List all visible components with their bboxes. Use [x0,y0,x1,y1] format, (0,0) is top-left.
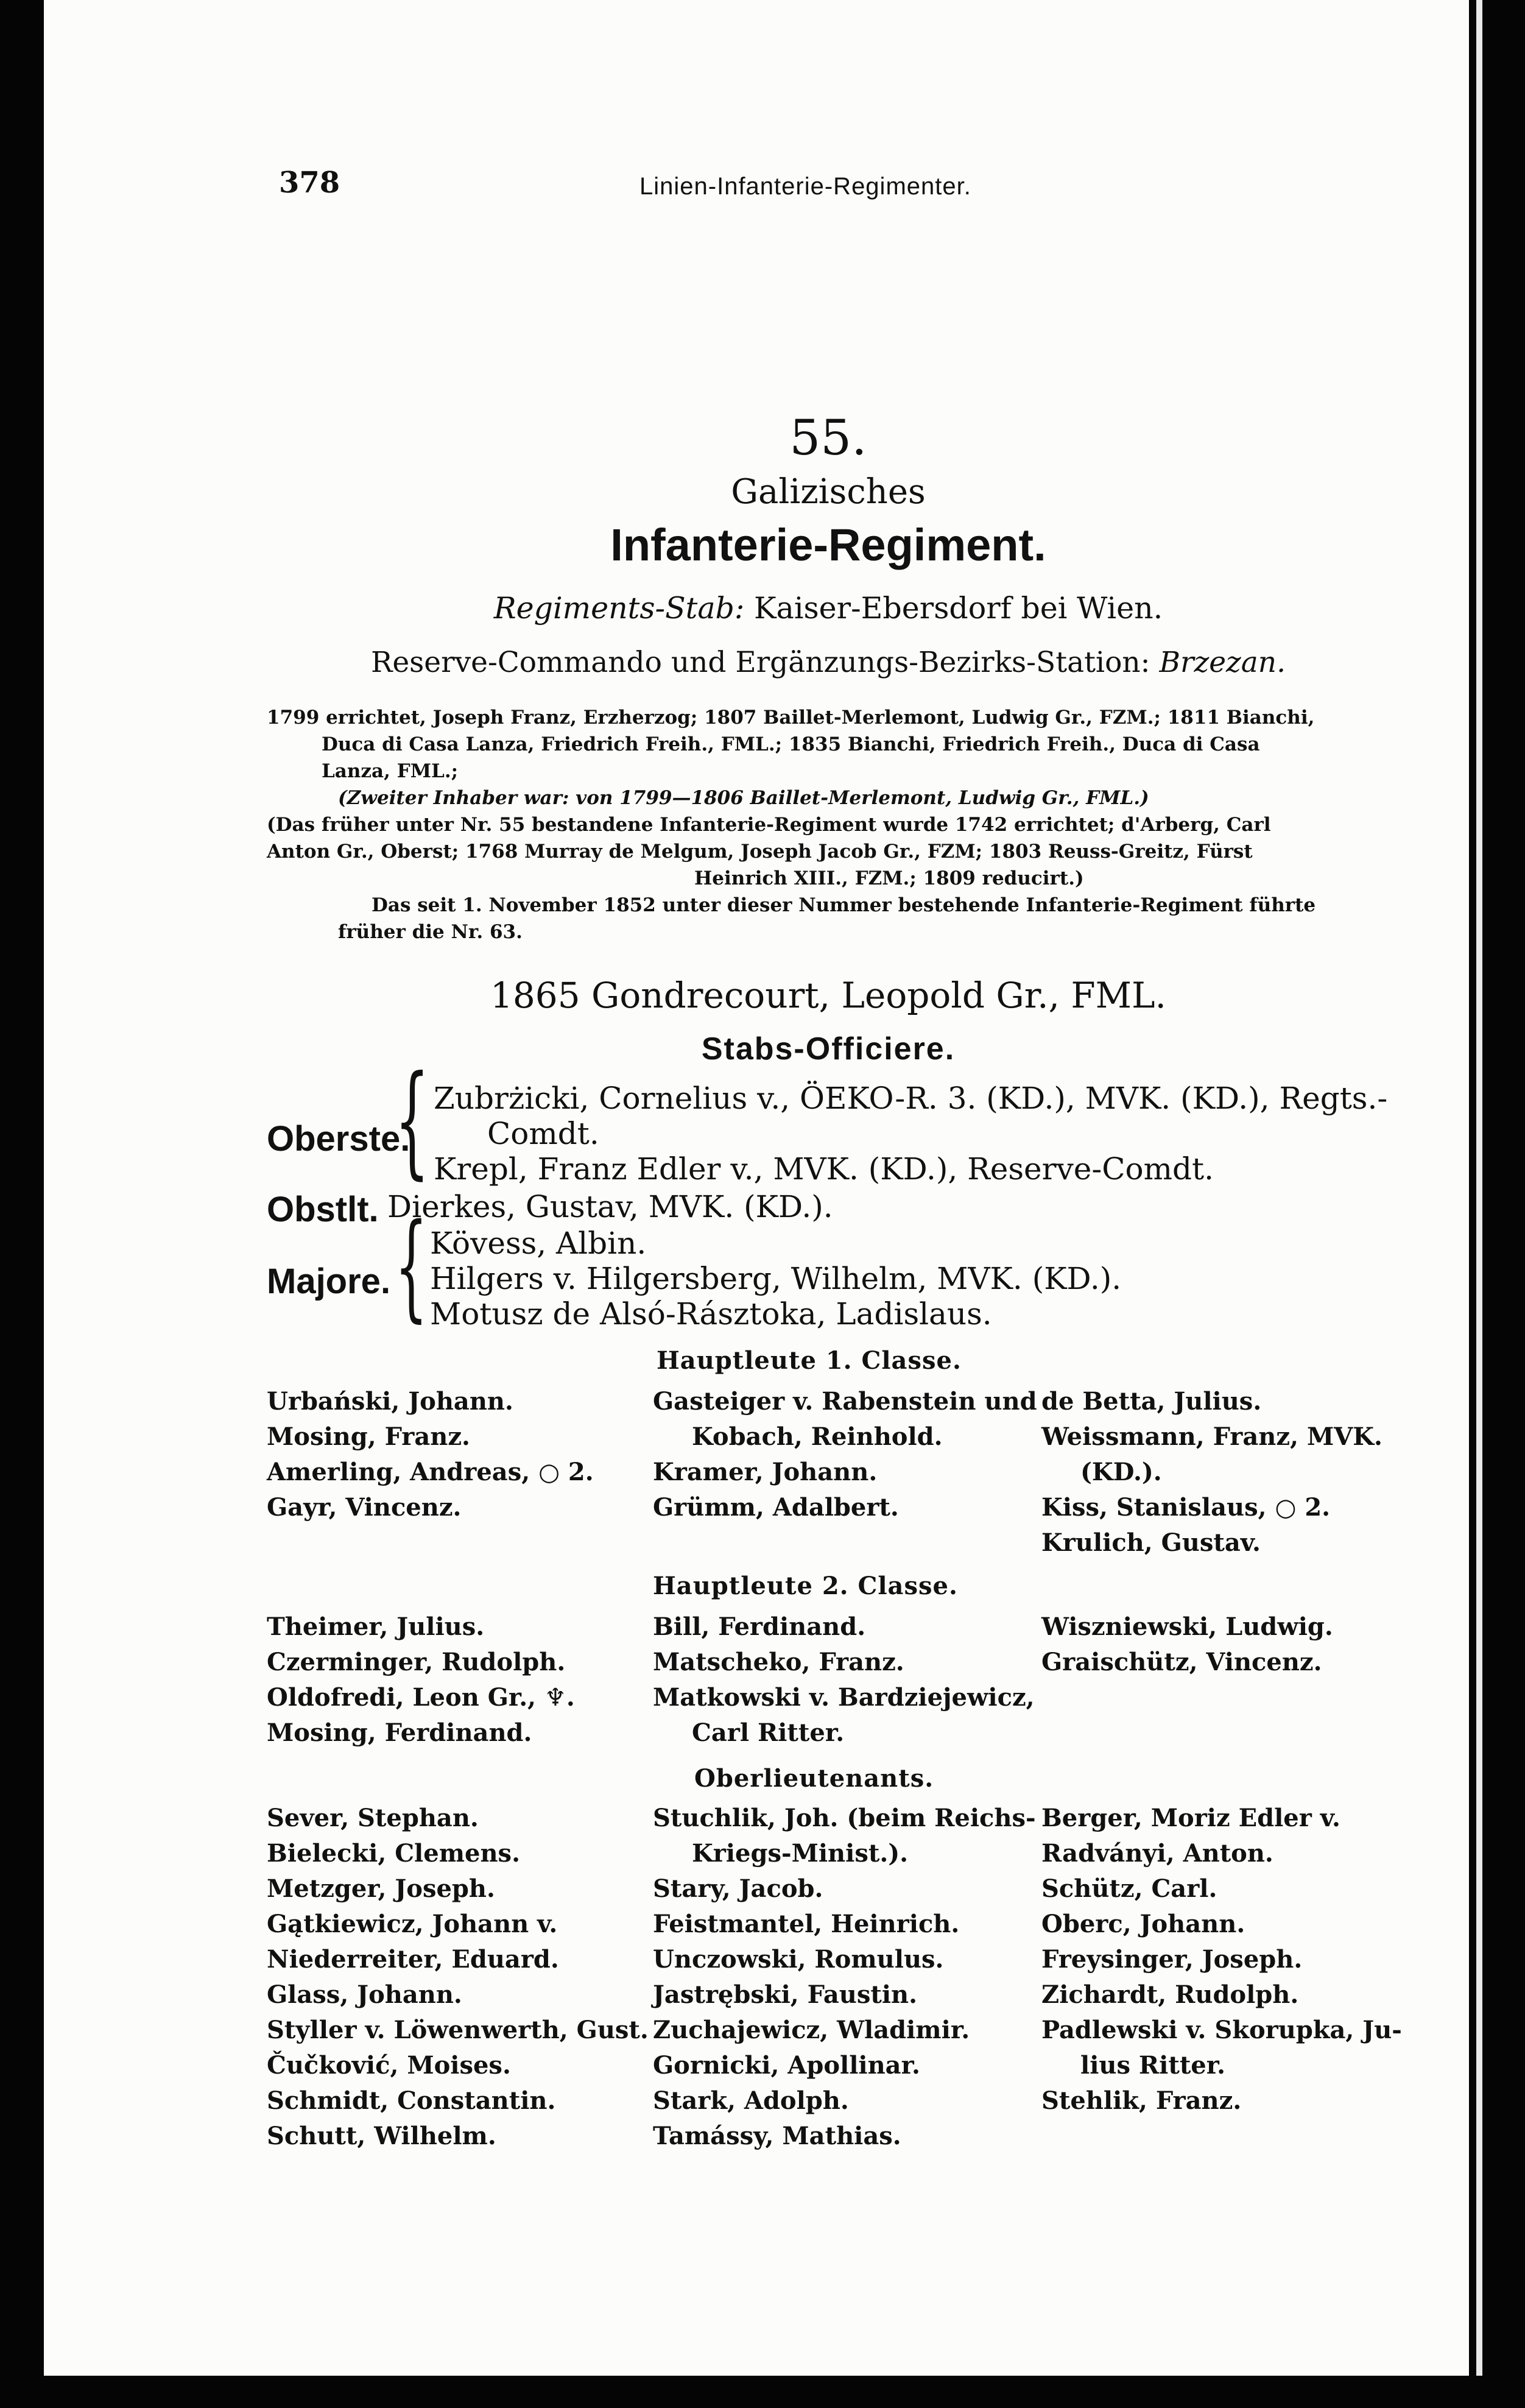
oberlieutenants-column-2 [653,1801,1036,2154]
oberlieutenants-column-1 [267,1801,649,2154]
staff-location: Kaiser-Ebersdorf bei Wien. [754,591,1163,626]
list-item: Schmidt, Constantin. [267,2086,556,2115]
scan-border-strip [1476,0,1482,2408]
regiment-nationality: Galizisches [731,472,926,512]
staff-entry: Hilgers v. Hilgersberg, Wilhelm, MVK. (KD.). [430,1261,1122,1296]
list-item: Bill, Ferdinand. [653,1612,866,1641]
history-line: früher die Nr. 63. [338,921,523,943]
section-heading-oberlieutenants: Oberlieutenants. [694,1764,934,1793]
list-item: Matscheko, Franz. [653,1648,904,1676]
list-item: Styller v. Löwenwerth, Gust. [267,2016,649,2044]
list-item: Kiss, Stanislaus, ○ 2. [1041,1493,1331,1522]
list-item: Čučković, Moises. [267,2051,511,2080]
list-item: Urbański, Johann. [267,1387,513,1416]
regiment-number: 55. [789,409,867,466]
history-line: (Das früher unter Nr. 55 bestandene Infanterie-Regiment wurde 1742 errichtet; d'Arberg, Carl [267,814,1271,836]
rank-label-obstlt: Obstlt. [267,1190,379,1229]
running-title: Linien-Infanterie-Regimenter. [639,173,971,200]
staff-entry: Krepl, Franz Edler v., MVK. (KD.), Reserve-Comdt. [434,1151,1214,1187]
hauptleute2-column-3 [1041,1609,1333,1680]
brace-icon: { [395,1050,430,1192]
list-item: Bielecki, Clemens. [267,1839,520,1868]
list-item: Amerling, Andreas, ○ 2. [267,1458,594,1486]
rank-label-oberste: Oberste. [267,1119,410,1159]
history-line: Duca di Casa Lanza, Friedrich Freih., FML.; 1835 Bianchi, Friedrich Freih., Duca di Casa [322,733,1260,755]
reserve-location: Brzezan. [1159,646,1286,679]
regiment-type: Infanterie-Regiment. [610,520,1046,570]
reserve-line [256,646,1401,679]
list-item: Gasteiger v. Rabenstein und [653,1387,1037,1416]
scan-border-left [0,0,44,2408]
list-item: de Betta, Julius. [1041,1387,1262,1416]
staff-label: Regiments-Stab: [493,591,745,626]
history-line: (Zweiter Inhaber war: von 1799—1806 Baillet-Merlemont, Ludwig Gr., FML.) [338,787,1149,809]
list-item: Gornicki, Apollinar. [653,2051,920,2080]
history-line: Das seit 1. November 1852 unter dieser Nummer bestehende Infanterie-Regiment führte [372,894,1316,916]
list-item: Gayr, Vincenz. [267,1493,462,1522]
history-line: Heinrich XIII., FZM.; 1809 reducirt.) [694,867,1084,889]
list-item: Kramer, Johann. [653,1458,878,1486]
list-item: Zichardt, Rudolph. [1041,1980,1299,2009]
list-item: lius Ritter. [1080,2051,1226,2080]
scan-border-bottom [0,2376,1525,2408]
list-item: Oberc, Johann. [1041,1910,1245,1938]
list-item: Freysinger, Joseph. [1041,1945,1303,1974]
list-item: Sever, Stephan. [267,1804,479,1832]
oberlieutenants-column-3 [1041,1801,1402,2119]
hauptleute2-column-2 [653,1609,1035,1751]
list-item: Schutt, Wilhelm. [267,2122,496,2150]
list-item: Theimer, Julius. [267,1612,485,1641]
list-item: Zuchajewicz, Wladimir. [653,2016,970,2044]
hauptleute1-column-3 [1041,1384,1382,1561]
list-item: Krulich, Gustav. [1041,1528,1261,1557]
staff-entry: Zubrżicki, Cornelius v., ÖEKO-R. 3. (KD.), MVK. (KD.), Regts.- [434,1081,1388,1116]
section-heading-hauptleute-1: Hauptleute 1. Classe. [657,1346,962,1375]
staff-line [365,591,1291,626]
staff-entry: Kövess, Albin. [430,1226,647,1261]
brace-icon: { [395,1199,428,1333]
list-item: Stuchlik, Joh. (beim Reichs- [653,1804,1036,1832]
rank-label-majore: Majore. [267,1262,391,1301]
list-item: Stehlik, Franz. [1041,2086,1242,2115]
staff-entry: Dierkes, Gustav, MVK. (KD.). [387,1189,833,1224]
list-item: Kobach, Reinhold. [692,1422,943,1451]
list-item: Czerminger, Rudolph. [267,1648,566,1676]
list-item: Oldofredi, Leon Gr., ♆. [267,1683,575,1712]
hauptleute1-column-1 [267,1384,594,1525]
list-item: Gątkiewicz, Johann v. [267,1910,558,1938]
list-item: (KD.). [1080,1458,1162,1486]
list-item: Mosing, Franz. [267,1422,470,1451]
list-item: Padlewski v. Skorupka, Ju- [1041,2016,1402,2044]
list-item: Kriegs-Minist.). [692,1839,909,1868]
list-item: Carl Ritter. [692,1718,845,1747]
list-item: Unczowski, Romulus. [653,1945,944,1974]
staff-entry: Comdt. [487,1116,599,1151]
list-item: Graischütz, Vincenz. [1041,1648,1322,1676]
history-line: 1799 errichtet, Joseph Franz, Erzherzog; 1807 Baillet-Merlemont, Ludwig Gr., FZM.; 1811 Bianchi, [267,707,1315,729]
list-item: Glass, Johann. [267,1980,462,2009]
regiment-owner: 1865 Gondrecourt, Leopold Gr., FML. [490,975,1166,1016]
list-item: Stark, Adolph. [653,2086,849,2115]
page-number: 378 [279,166,340,200]
list-item: Niederreiter, Eduard. [267,1945,559,1974]
hauptleute2-column-1 [267,1609,575,1751]
list-item: Jastrębski, Faustin. [653,1980,918,2009]
list-item: Berger, Moriz Edler v. [1041,1804,1340,1832]
stabs-officiere-heading: Stabs-Officiere. [701,1031,956,1067]
reserve-label: Reserve-Commando und Ergänzungs-Bezirks-Station: [370,646,1150,679]
list-item: Wiszniewski, Ludwig. [1041,1612,1333,1641]
list-item: Schütz, Carl. [1041,1874,1217,1903]
list-item: Mosing, Ferdinand. [267,1718,532,1747]
section-heading-hauptleute-2: Hauptleute 2. Classe. [653,1572,958,1600]
list-item: Tamássy, Mathias. [653,2122,901,2150]
list-item: Metzger, Joseph. [267,1874,495,1903]
history-line: Lanza, FML.; [322,760,459,782]
staff-entry: Motusz de Alsó-Rásztoka, Ladislaus. [430,1296,992,1332]
list-item: Radványi, Anton. [1041,1839,1273,1868]
list-item: Feistmantel, Heinrich. [653,1910,960,1938]
list-item: Stary, Jacob. [653,1874,823,1903]
list-item: Grümm, Adalbert. [653,1493,899,1522]
hauptleute1-column-2 [653,1384,1037,1525]
list-item: Matkowski v. Bardziejewicz, [653,1683,1035,1712]
history-line: Anton Gr., Oberst; 1768 Murray de Melgum, Joseph Jacob Gr., FZM; 1803 Reuss-Greitz, Fürst [267,841,1253,863]
list-item: Weissmann, Franz, MVK. [1041,1422,1382,1451]
